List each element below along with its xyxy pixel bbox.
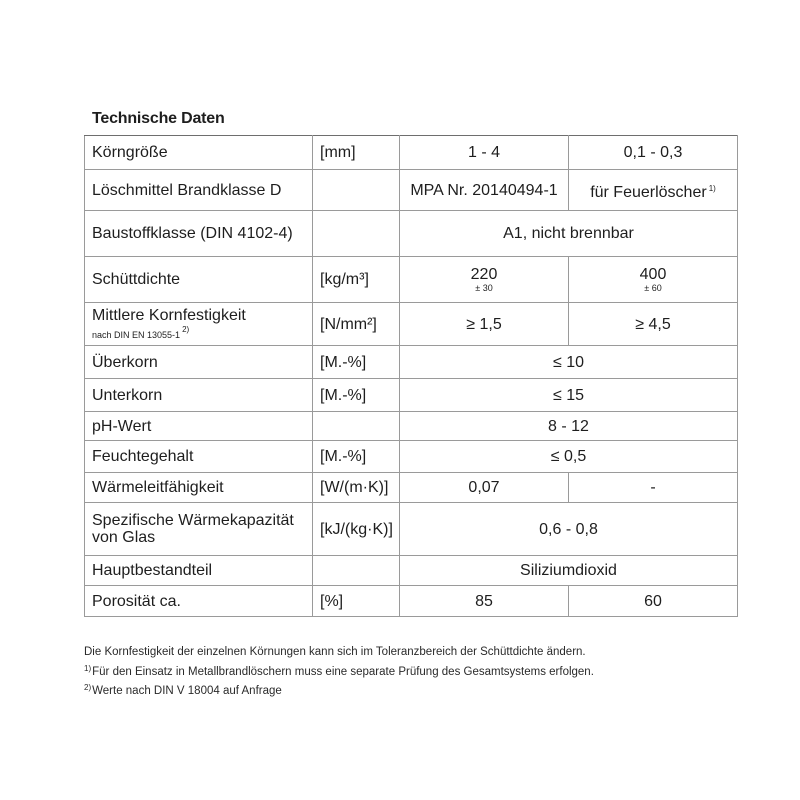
value-cell: Siliziumdioxid [400,556,738,586]
table-row [85,586,738,617]
value-text: für Feuerlöscher [590,183,707,201]
row-label: Wärmeleitfähigkeit [85,473,313,503]
value-cell: ≥ 4,5 [569,303,738,346]
footnote-2 [84,680,594,700]
sublabel-text: nach DIN EN 13055-1 [92,330,181,340]
row-unit [313,211,400,257]
value-cell [569,170,738,211]
table-row [85,441,738,473]
value-cell: 0,07 [400,473,569,503]
row-label [85,303,313,346]
row-label: Löschmittel Brandklasse D [85,170,313,211]
row-unit: [mm] [313,136,400,170]
row-unit: [kJ/(kg·K)] [313,503,400,556]
value-cell: 0,1 - 0,3 [569,136,738,170]
row-unit: [M.-%] [313,441,400,473]
table-row [85,136,738,170]
row-unit [313,556,400,586]
value-text: 400 [639,266,667,283]
value-cell [400,257,569,303]
row-label: Körngröße [85,136,313,170]
row-label [85,503,313,556]
row-unit: [kg/m³] [313,257,400,303]
table-row [85,412,738,441]
row-unit: [N/mm²] [313,303,400,346]
table-row [85,379,738,412]
footnote-marker: 2) [182,325,190,334]
footnote-1 [84,661,594,681]
table-row [85,473,738,503]
row-label: Schüttdichte [85,257,313,303]
value-cell [569,257,738,303]
footnote-marker: 2) [84,683,92,692]
row-label: pH-Wert [85,412,313,441]
section-title: Technische Daten [92,110,225,127]
value-cell: 8 - 12 [400,412,738,441]
value-cell: 60 [569,586,738,617]
footnote-general: Die Kornfestigkeit der einzelnen Körnungen kann sich im Toleranzbereich der Schüttdichte ändern. [84,646,586,658]
table-row [85,170,738,211]
value-cell: ≥ 1,5 [400,303,569,346]
row-unit: [M.-%] [313,346,400,379]
value-text: 220 [470,266,498,283]
footnotes [84,644,594,700]
value-cell: - [569,473,738,503]
table-row [85,257,738,303]
footnote-text: Für den Einsatz in Metallbrandlöschern muss eine separate Prüfung des Gesamtsystems erfolgen. [92,665,594,678]
value-cell: A1, nicht brennbar [400,211,738,257]
row-unit [313,412,400,441]
label-line: von Glas [92,529,156,546]
table-row [85,503,738,556]
row-unit [313,170,400,211]
row-label: Unterkorn [85,379,313,412]
row-label: Hauptbestandteil [85,556,313,586]
table-row [85,346,738,379]
row-label: Überkorn [85,346,313,379]
value-cell: 85 [400,586,569,617]
tolerance-text: ± 60 [644,283,662,293]
table-row [85,211,738,257]
footnote-marker: 1) [84,663,92,673]
value-cell: 0,6 - 0,8 [400,503,738,556]
value-cell: ≤ 15 [400,379,738,412]
row-label: Feuchtegehalt [85,441,313,473]
value-cell: ≤ 10 [400,346,738,379]
tolerance-text: ± 30 [475,283,493,293]
row-label: Baustoffklasse (DIN 4102-4) [85,211,313,257]
footnote-marker: 1) [708,183,716,193]
label-subtext [92,324,305,341]
label-text: Mittlere Kornfestigkeit [92,307,246,324]
technical-data-table [84,135,738,617]
value-cell: MPA Nr. 20140494-1 [400,170,569,211]
row-unit: [W/(m·K)] [313,473,400,503]
row-label: Porosität ca. [85,586,313,617]
label-line: Spezifische Wärmekapazität [92,512,294,529]
table-row [85,303,738,346]
footnote-text: Werte nach DIN V 18004 auf Anfrage [92,685,282,697]
row-unit: [M.-%] [313,379,400,412]
table-row [85,556,738,586]
value-cell: ≤ 0,5 [400,441,738,473]
row-unit: [%] [313,586,400,617]
value-cell: 1 - 4 [400,136,569,170]
